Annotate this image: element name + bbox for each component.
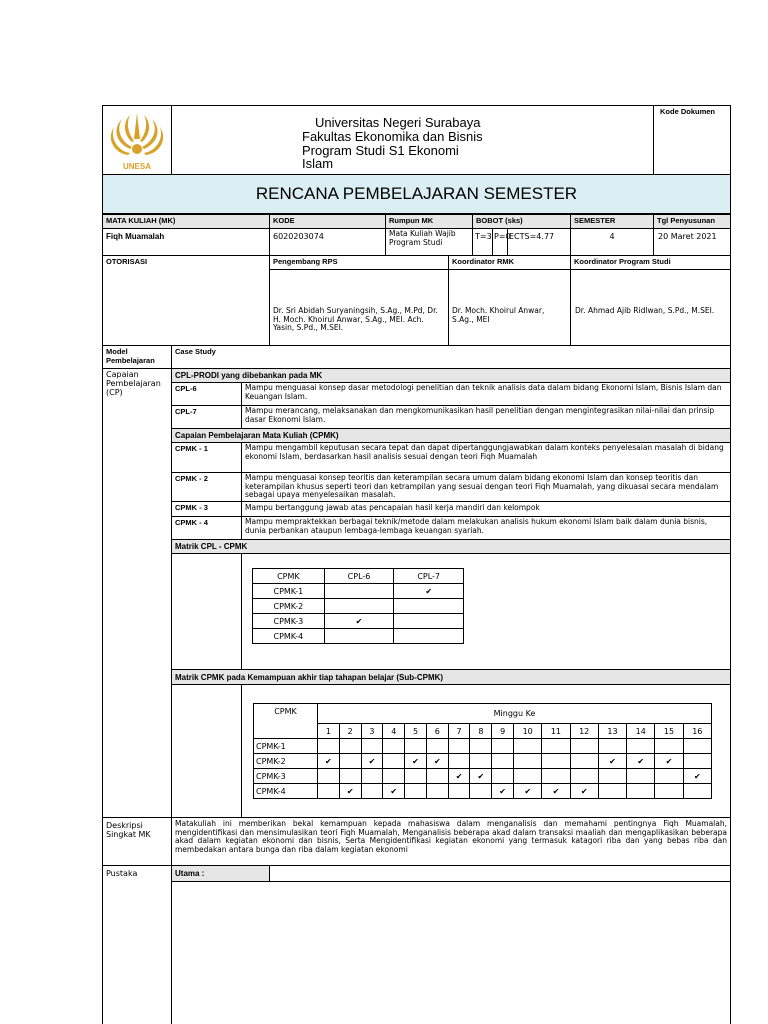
matrix-sub-cell (655, 739, 683, 754)
table-row (254, 754, 712, 769)
matrix-cpl-cell (394, 629, 464, 644)
matrix-sub-cell (627, 769, 655, 784)
matrix-cpl-cell: ✔ (394, 584, 464, 599)
matrix-sub-cell (426, 784, 448, 799)
matrix-sub-cell (627, 784, 655, 799)
matrix-sub-cell: ✔ (542, 784, 570, 799)
matrix-sub-cell (514, 754, 542, 769)
matrix-sub-week-4: 4 (383, 724, 405, 739)
page-title: RENCANA PEMBELAJARAN SEMESTER (255, 184, 578, 203)
table-row (254, 769, 712, 784)
matrix-sub-cell (405, 784, 427, 799)
bobot-divider-1 (492, 228, 493, 256)
tgl-label: Tgl Penyusunan (657, 216, 715, 225)
table-row (254, 739, 712, 754)
matrix-sub-row-label: CPMK-4 (254, 784, 318, 799)
cpmk-1-code: CPMK - 1 (175, 444, 208, 453)
matrix-sub-cell: ✔ (361, 754, 383, 769)
matrix-cpl-col-cpmk: CPMK (253, 569, 325, 584)
matrix-cpl-cell: ✔ (324, 614, 394, 629)
matrix-sub-week-6: 6 (426, 724, 448, 739)
university-name: Universitas Negeri Surabaya (315, 115, 481, 130)
program-name-line1: Program Studi S1 Ekonomi (302, 143, 459, 158)
matrix-sub-cell (492, 769, 514, 784)
matrix-sub-cell: ✔ (492, 784, 514, 799)
matrix-sub-header: Matrik CPMK pada Kemampuan akhir tiap tahapan belajar (Sub-CPMK) (175, 673, 444, 682)
deskripsi-text: Matakuliah ini memberikan bekal kemampuan kepada mahasiswa dalam menganalisis dan memahami pentingnya Fiqh Muamalah, mengidentifikasi dan mensimulasikan teori Fiqh Muamalah, Menganalisis beberapa akad dalam transaksi maaliah dan mengaplikasikan beberapa akad dalam kegiatan ekonomi dan bisnis, Serta Mengidentifikasi kegiatan ekonomi yang termasuk katagori riba dan yang bebas riba dan membedakan antara bunga dan riba dalam kegiatan ekonomi (175, 819, 727, 854)
matrix-cpl-cell (394, 599, 464, 614)
course-code: 6020203074 (273, 232, 324, 241)
kaprodi-name: Dr. Ahmad Ajib Ridlwan, S.Pd., M.SEI. (575, 306, 715, 315)
cpl-2-text: Mampu merancang, melaksanakan dan mengkomunikasikan hasil penelitian dengan mengintegrasikan nilai-nilai dan prinsip dasar Ekonomi Islam. (245, 406, 715, 424)
matrix-sub-table (253, 703, 712, 799)
pustaka-label-cell (102, 865, 172, 1024)
unesa-logo (106, 109, 168, 173)
matrix-sub-cell: ✔ (448, 769, 470, 784)
bobot-t: T=3 (475, 232, 492, 241)
matrix-sub-cell: ✔ (426, 754, 448, 769)
matrix-cpl-col-cpl6: CPL-6 (324, 569, 394, 584)
table-row (254, 784, 712, 799)
matrix-sub-cell (318, 784, 340, 799)
logo-text: UNESA (122, 162, 151, 171)
cpmk-2-text: Mampu menguasai konsep teoritis dan keterampilan secara umum dalam bidang ekonomi Islam dan konsep teoritis dan keterampilan khusus seperti teori dan ketrampilan yang sesuai dengan teori Fiqh Muamalah, yang dikuasai secara mendalam sebagai upaya menyelesaikan masalah. (245, 473, 719, 499)
pustaka-utama-label: Utama : (175, 869, 205, 878)
matrix-sub-cell (542, 769, 570, 784)
course-rumpun: Mata Kuliah Wajib Program Studi (389, 229, 456, 247)
matrix-sub-cell (683, 784, 711, 799)
matrix-sub-week-16: 16 (683, 724, 711, 739)
matrix-sub-cell (542, 739, 570, 754)
matrix-sub-cell (448, 754, 470, 769)
model-label: Model Pembelajaran (106, 347, 155, 365)
matrix-sub-cell (570, 769, 598, 784)
kaprodi-label: Koordinator Program Studi (574, 257, 671, 266)
matrix-sub-cell: ✔ (627, 754, 655, 769)
cpmk-4-code: CPMK - 4 (175, 518, 208, 527)
matrix-sub-cell (318, 739, 340, 754)
matrix-sub-week-2: 2 (339, 724, 361, 739)
matrix-sub-cell: ✔ (339, 784, 361, 799)
bobot-p: P=0 (494, 232, 511, 241)
koordinator-name: Dr. Moch. Khoirul Anwar, S.Ag., MEI (452, 306, 545, 324)
matrix-sub-cell (598, 784, 626, 799)
matrix-sub-week-7: 7 (448, 724, 470, 739)
matrix-sub-week-14: 14 (627, 724, 655, 739)
matrix-sub-week-8: 8 (470, 724, 492, 739)
matrix-sub-cell: ✔ (470, 769, 492, 784)
program-name-line2: Islam (302, 156, 334, 171)
matrix-sub-cell (655, 769, 683, 784)
mk-label: MATA KULIAH (MK) (106, 216, 176, 225)
matrix-sub-cell: ✔ (655, 754, 683, 769)
cp-label: Capaian Pembelajaran (CP) (106, 370, 161, 397)
cpl-2-code: CPL-7 (175, 407, 197, 416)
semester-label: SEMESTER (574, 216, 616, 225)
bobot-ects: ECTS=4.77 (509, 232, 555, 241)
pengembang-names: Dr. Sri Abidah Suryaningsih, S.Ag., M.Pd, Dr. H. Moch. Khoirul Anwar, S.Ag., MEI. Ach. Yasin, S.Pd., M.SEI. (273, 306, 438, 332)
matrix-sub-cell (514, 769, 542, 784)
cpmk-2-code: CPMK - 2 (175, 474, 208, 483)
rumpun-label: Rumpun MK (389, 216, 434, 225)
matrix-sub-cell (470, 739, 492, 754)
matrix-sub-week-1: 1 (318, 724, 340, 739)
cpmk-header: Capaian Pembelajaran Mata Kuliah (CPMK) (175, 431, 339, 440)
semester-value: 4 (609, 232, 615, 241)
koordinator-label: Koordinator RMK (452, 257, 515, 266)
matrix-sub-cell (339, 739, 361, 754)
matrix-sub-week-13: 13 (598, 724, 626, 739)
matrix-sub-cell (570, 739, 598, 754)
matrix-sub-spacer-cell (171, 684, 242, 818)
matrix-sub-week-15: 15 (655, 724, 683, 739)
matrix-sub-cell (448, 739, 470, 754)
cp-label-cell (102, 368, 172, 818)
matrix-sub-cell (383, 769, 405, 784)
matrix-cpl-row-label: CPMK-3 (253, 614, 325, 629)
matrix-sub-cell (470, 754, 492, 769)
matrix-sub-cell (492, 754, 514, 769)
cpmk-3-code: CPMK - 3 (175, 503, 208, 512)
matrix-sub-cell (339, 754, 361, 769)
kode-label: KODE (273, 216, 295, 225)
matrix-sub-cell: ✔ (405, 754, 427, 769)
pustaka-utama-value-cell (269, 865, 731, 882)
matrix-sub-row-label: CPMK-2 (254, 754, 318, 769)
deskripsi-label: Deskripsi Singkat MK (106, 821, 151, 839)
matrix-cpl-cell (324, 629, 394, 644)
cpl-header: CPL-PRODI yang dibebankan pada MK (175, 371, 323, 380)
otorisasi-label-cell (102, 255, 270, 346)
matrix-sub-cell (426, 739, 448, 754)
matrix-sub-cell (339, 769, 361, 784)
matrix-sub-cell (655, 784, 683, 799)
matrix-sub-cell: ✔ (318, 754, 340, 769)
matrix-cpl-row-label: CPMK-2 (253, 599, 325, 614)
matrix-sub-cell (448, 784, 470, 799)
matrix-sub-cell (405, 769, 427, 784)
pustaka-row (102, 865, 731, 1024)
matrix-sub-cell (361, 739, 383, 754)
matrix-sub-cell (383, 739, 405, 754)
matrix-sub-cell (361, 769, 383, 784)
matrix-sub-week-11: 11 (542, 724, 570, 739)
matrix-cpl-cell (394, 614, 464, 629)
matrix-sub-week-3: 3 (361, 724, 383, 739)
matrix-sub-week-9: 9 (492, 724, 514, 739)
matrix-cpl-row-label: CPMK-1 (253, 584, 325, 599)
matrix-sub-cell (383, 754, 405, 769)
pengembang-label: Pengembang RPS (273, 257, 338, 266)
matrix-sub-cell (542, 754, 570, 769)
matrix-sub-cell (514, 739, 542, 754)
matrix-cpl-cell (324, 584, 394, 599)
model-value: Case Study (175, 347, 216, 356)
cpl-1-text: Mampu menguasai konsep dasar metodologi penelitian dan teknik analisis data dalam bidang Ekonomi Islam, Bisnis Islam dan Keuangan Islam. (245, 383, 722, 401)
matrix-cpl-table (252, 568, 464, 644)
matrix-sub-cpmk-label: CPMK (254, 704, 318, 739)
matrix-sub-week-12: 12 (570, 724, 598, 739)
matrix-sub-cell (570, 754, 598, 769)
cpl-1-code: CPL-6 (175, 384, 197, 393)
matrix-sub-cell (598, 739, 626, 754)
matrix-sub-row-label: CPMK-3 (254, 769, 318, 784)
matrix-sub-week-10: 10 (514, 724, 542, 739)
matrix-cpl-cell (324, 599, 394, 614)
matrix-sub-cell (426, 769, 448, 784)
course-name: Fiqh Muamalah (106, 232, 165, 241)
pustaka-label: Pustaka (106, 869, 138, 878)
cpmk-4-text: Mampu mempraktekkan berbagai teknik/metode dalam melakukan analisis hukum ekonomi Islam baik dalam dunia bisnis, dunia perbankan ataupun lembaga-lembaga keuangan syariah. (245, 517, 708, 535)
matrix-cpl-head-row (253, 569, 464, 584)
matrix-sub-cell: ✔ (383, 784, 405, 799)
matrix-cpl-col-cpl7: CPL-7 (394, 569, 464, 584)
matrix-sub-minggu-label: Minggu Ke (318, 704, 712, 724)
matrix-sub-weeks-row (254, 724, 712, 739)
matrix-cpl-row-label: CPMK-4 (253, 629, 325, 644)
matrix-sub-cell: ✔ (570, 784, 598, 799)
matrix-cpl-header: Matrik CPL - CPMK (175, 542, 248, 551)
cpmk-1-text: Mampu mengambil keputusan secara tepat dan dapat dipertanggungjawabkan dalam konteks penyelesaian masalah di bidang ekonomi Islam, berdasarkan hasil analisis sesuai dengan teori Fiqh Muamalah (245, 443, 724, 461)
matrix-sub-head-row (254, 704, 712, 724)
matrix-sub-cell: ✔ (598, 754, 626, 769)
doc-code-label: Kode Dokumen (660, 107, 716, 116)
matrix-sub-cell (361, 784, 383, 799)
faculty-name: Fakultas Ekonomika dan Bisnis (302, 129, 483, 144)
table-row (253, 614, 464, 629)
table-row (253, 584, 464, 599)
matrix-sub-cell (492, 739, 514, 754)
matrix-sub-row-label: CPMK-1 (254, 739, 318, 754)
matrix-sub-cell (318, 769, 340, 784)
matrix-sub-cell: ✔ (683, 769, 711, 784)
bobot-label: BOBOT (sks) (476, 216, 523, 225)
matrix-sub-cell (627, 739, 655, 754)
matrix-cpl-header-row (171, 539, 731, 554)
matrix-sub-week-5: 5 (405, 724, 427, 739)
matrix-sub-cell: ✔ (514, 784, 542, 799)
date-value: 20 Maret 2021 (658, 232, 717, 241)
table-row (253, 599, 464, 614)
matrix-sub-cell (598, 769, 626, 784)
table-row (253, 629, 464, 644)
otorisasi-label: OTORISASI (106, 257, 148, 266)
matrix-sub-cell (470, 784, 492, 799)
matrix-sub-cell (683, 739, 711, 754)
matrix-sub-cell (683, 754, 711, 769)
matrix-sub-cell (405, 739, 427, 754)
matrix-cpl-spacer-cell (171, 553, 242, 670)
cpmk-3-text: Mampu bertanggung jawab atas pencapaian hasil kerja mandiri dan kelompok (245, 503, 540, 512)
